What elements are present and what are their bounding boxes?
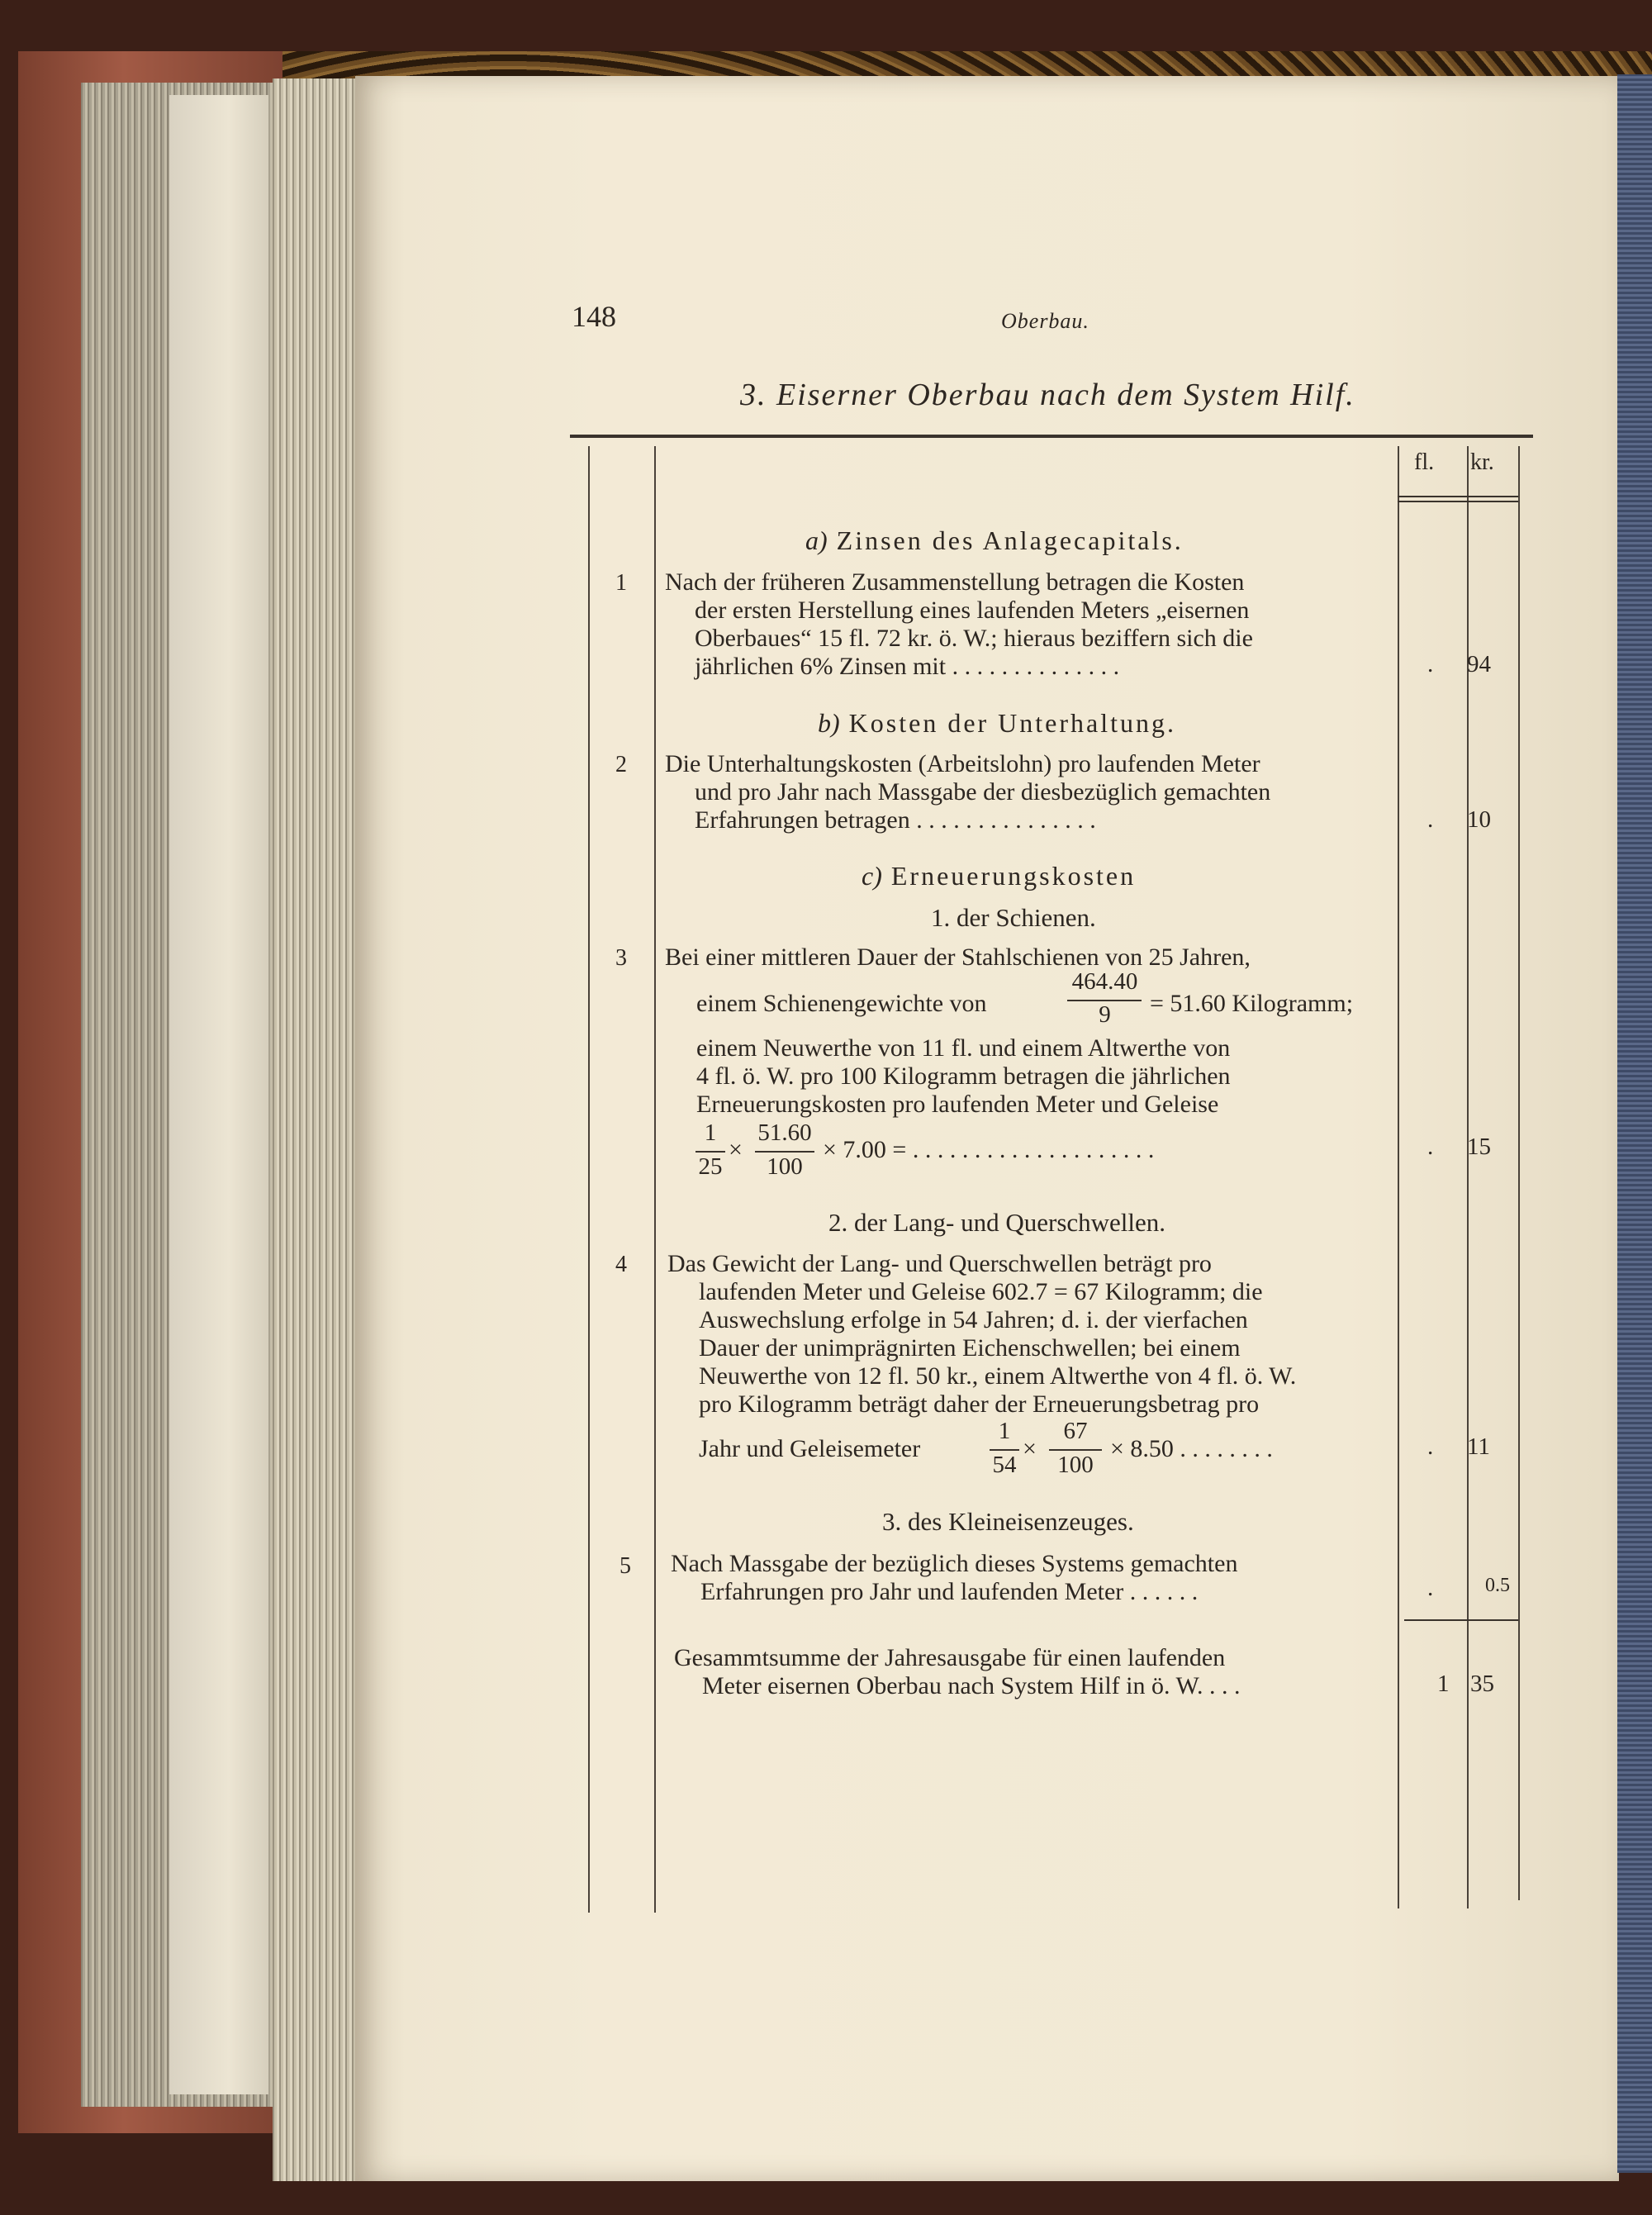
fraction-numerator: 464.40 bbox=[1071, 968, 1138, 995]
header-rule bbox=[1398, 496, 1518, 497]
section-heading-b bbox=[818, 708, 1176, 739]
formula-tail: × 8.50 . . . . . . . . bbox=[1110, 1435, 1273, 1462]
page-number: 148 bbox=[572, 300, 616, 333]
text-line: Meter eisernen Oberbau nach System Hilf in ö. W. . . . bbox=[702, 1672, 1241, 1699]
table-left-rule bbox=[588, 446, 590, 1913]
fraction-numerator: 1 bbox=[998, 1418, 1011, 1444]
text-line: Die Unterhaltungskosten (Arbeitslohn) pro laufenden Meter bbox=[665, 750, 1260, 777]
item-text bbox=[671, 1550, 1237, 1606]
num-column-rule bbox=[654, 446, 656, 1913]
sum-rule bbox=[1404, 1619, 1518, 1621]
value-fl: . bbox=[1427, 1433, 1434, 1460]
times-sign: × bbox=[729, 1136, 743, 1163]
text-line: jährlichen 6% Zinsen mit . . . . . . . . . . . . . . bbox=[695, 653, 1120, 680]
fraction-denominator: 100 bbox=[1057, 1452, 1094, 1478]
text-line: Dauer der unimprägnirten Eichenschwellen; bei einem bbox=[699, 1334, 1241, 1362]
item-text bbox=[696, 1034, 1231, 1119]
fraction-bar bbox=[990, 1449, 1019, 1451]
item-number: 4 bbox=[615, 1252, 627, 1277]
header-rule-2 bbox=[1398, 501, 1518, 502]
text-line: Nach der früheren Zusammenstellung betragen die Kosten bbox=[665, 568, 1245, 596]
value-fl: . bbox=[1427, 1134, 1434, 1160]
text-line: und pro Jahr nach Massgabe der diesbezüglich gemachten bbox=[695, 778, 1271, 806]
item-text-line: = 51.60 Kilogramm; bbox=[1150, 990, 1354, 1017]
text-line: Erfahrungen pro Jahr und laufenden Meter . . . . . . bbox=[700, 1578, 1199, 1605]
subheading-rails: 1. der Schienen. bbox=[931, 903, 1096, 932]
fraction-bar bbox=[755, 1151, 814, 1153]
fraction-numerator: 1 bbox=[704, 1119, 717, 1146]
column-header-kr: kr. bbox=[1470, 449, 1494, 475]
section-title: Kosten der Unterhaltung. bbox=[848, 708, 1177, 738]
value-kr: 94 bbox=[1467, 651, 1491, 677]
fraction-denominator: 25 bbox=[698, 1153, 723, 1180]
text-line: Oberbaues“ 15 fl. 72 kr. ö. W.; hieraus beziffern sich die bbox=[695, 625, 1253, 652]
fraction-denominator: 54 bbox=[992, 1452, 1017, 1478]
page-edges-gutter bbox=[273, 78, 363, 2181]
item-text-line: Bei einer mittleren Dauer der Stahlschienen von 25 Jahren, bbox=[665, 944, 1251, 971]
text-line: Neuwerthe von 12 fl. 50 kr., einem Altwerthe von 4 fl. ö. W. bbox=[699, 1362, 1297, 1390]
section-heading-c bbox=[862, 861, 1136, 891]
text-line: pro Kilogramm beträgt daher der Erneuerungsbetrag pro bbox=[699, 1390, 1260, 1418]
fraction-numerator: 67 bbox=[1063, 1418, 1088, 1444]
text-line: Auswechslung erfolge in 54 Jahren; d. i. der vierfachen bbox=[699, 1306, 1248, 1333]
item-number: 2 bbox=[615, 752, 627, 777]
fraction-bar bbox=[695, 1151, 725, 1153]
value-kr: 11 bbox=[1467, 1433, 1490, 1460]
table-right-rule bbox=[1518, 446, 1520, 1900]
total-fl: 1 bbox=[1437, 1671, 1450, 1697]
times-sign: × bbox=[1023, 1435, 1037, 1462]
value-kr: 0.5 bbox=[1485, 1575, 1510, 1596]
page-title: 3. Eiserner Oberbau nach dem System Hilf. bbox=[740, 378, 1355, 412]
value-fl: . bbox=[1427, 806, 1434, 833]
item-number: 3 bbox=[615, 945, 627, 971]
table-top-rule bbox=[570, 435, 1533, 438]
column-header-fl: fl. bbox=[1414, 449, 1435, 475]
total-kr: 35 bbox=[1470, 1671, 1494, 1697]
text-line: einem Neuwerthe von 11 fl. und einem Altwerthe von bbox=[696, 1034, 1231, 1062]
value-kr: 10 bbox=[1467, 806, 1491, 833]
item-text bbox=[665, 568, 1253, 681]
item-text-line: einem Schienengewichte von bbox=[696, 990, 987, 1017]
subheading-sleepers: 2. der Lang- und Querschwellen. bbox=[828, 1208, 1166, 1237]
fraction-denominator: 9 bbox=[1099, 1001, 1111, 1028]
text-line: Das Gewicht der Lang- und Querschwellen beträgt pro bbox=[667, 1250, 1212, 1277]
fl-column-rule bbox=[1398, 446, 1399, 1908]
text-line: Erfahrungen betragen . . . . . . . . . . . . . . . bbox=[695, 806, 1096, 834]
text-line: Gesammtsumme der Jahresausgabe für einen laufenden bbox=[674, 1644, 1226, 1671]
running-head: Oberbau. bbox=[1001, 309, 1089, 333]
section-label: a) bbox=[805, 525, 828, 555]
text-line: laufenden Meter und Geleise 602.7 = 67 Kilogramm; die bbox=[699, 1278, 1263, 1305]
item-number: 5 bbox=[620, 1553, 631, 1579]
section-title: Erneuerungskosten bbox=[890, 861, 1137, 891]
section-label: b) bbox=[818, 708, 840, 738]
cover-edge-cloth bbox=[1617, 74, 1652, 2173]
item-text-line: Jahr und Geleisemeter bbox=[699, 1435, 921, 1462]
subheading-small-iron: 3. des Kleineisenzeuges. bbox=[882, 1507, 1134, 1536]
value-fl: . bbox=[1427, 1575, 1434, 1601]
section-title: Zinsen des Anlagecapitals. bbox=[836, 525, 1184, 555]
value-kr: 15 bbox=[1467, 1134, 1491, 1160]
left-page-sliver bbox=[169, 95, 268, 2094]
fraction-denominator: 100 bbox=[767, 1153, 803, 1180]
item-text bbox=[667, 1250, 1296, 1419]
text-line: Nach Massgabe der bezüglich dieses Systems gemachten bbox=[671, 1550, 1238, 1577]
text-line: der ersten Herstellung eines laufenden Meters „eisernen bbox=[695, 597, 1250, 624]
section-heading-a bbox=[805, 525, 1184, 556]
formula-tail: × 7.00 = . . . . . . . . . . . . . . . . . . . . bbox=[823, 1136, 1155, 1163]
fraction-bar bbox=[1049, 1449, 1102, 1451]
total-text bbox=[674, 1644, 1241, 1700]
item-number: 1 bbox=[615, 570, 627, 596]
value-fl: . bbox=[1427, 651, 1434, 677]
text-line: Erneuerungskosten pro laufenden Meter und Geleise bbox=[696, 1091, 1219, 1118]
text-line: 4 fl. ö. W. pro 100 Kilogramm betragen die jährlichen bbox=[696, 1062, 1231, 1090]
section-label: c) bbox=[862, 861, 882, 891]
item-text bbox=[665, 750, 1270, 834]
fraction-numerator: 51.60 bbox=[757, 1119, 812, 1146]
